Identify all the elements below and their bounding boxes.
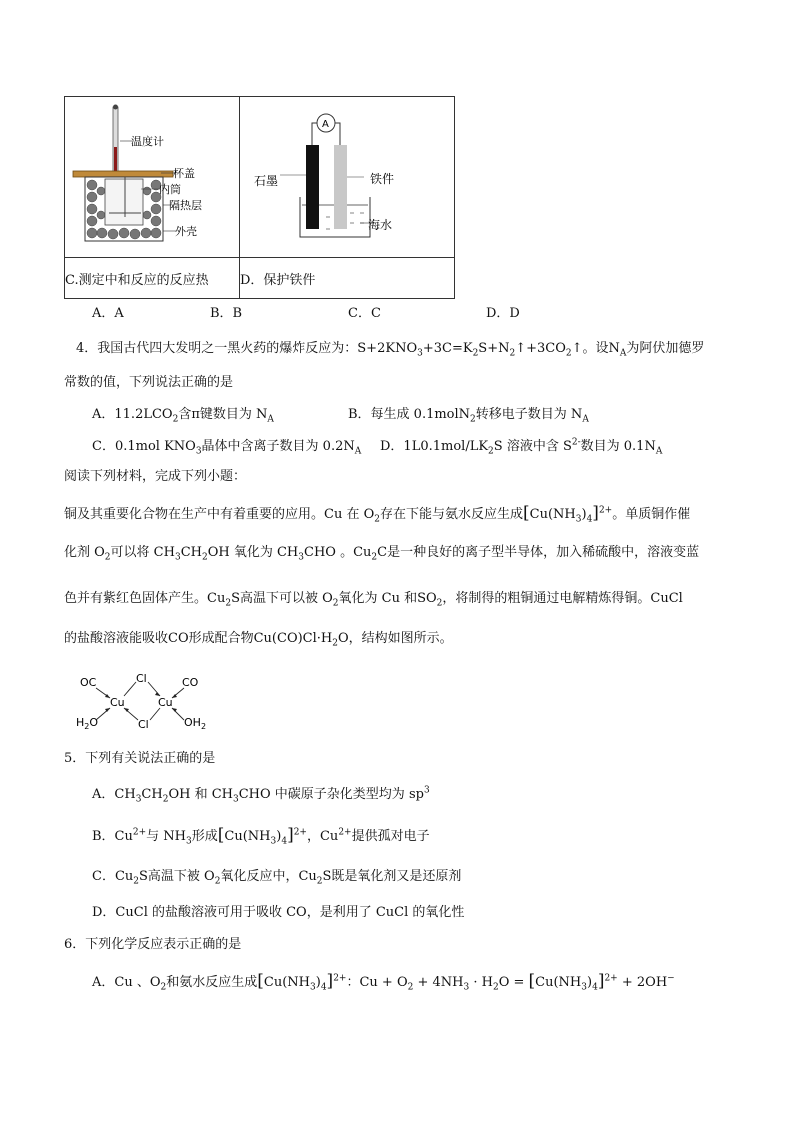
label-inner: 内筒 — [159, 183, 181, 196]
calorimeter-cell — [65, 97, 240, 258]
q5-option-d[interactable]: D．CuCl 的盐酸溶液可用于吸收 CO，是利用了 CuCl 的氧化性 — [92, 905, 465, 920]
label-graphite: 石墨 — [254, 174, 279, 188]
calorimeter-diagram — [65, 97, 239, 253]
q6-stem: 6．下列化学反应表示正确的是 — [64, 937, 242, 952]
structure-diagram — [72, 668, 222, 738]
caption-c: C.测定中和反应的反应热 — [65, 258, 240, 299]
experiment-table — [64, 96, 455, 299]
ligand-co: CO — [182, 676, 199, 689]
cl-bottom: Cl — [138, 718, 149, 731]
label-lid: 杯盖 — [173, 167, 195, 180]
reading-intro: 阅读下列材料，完成下列小题： — [64, 469, 247, 484]
reading-p4: 的盐酸溶液能吸收CO形成配合物$Cu(CO)Cl\cdot H_2O$，结构如图所示。 — [64, 631, 453, 649]
q3-option-a[interactable]: A．A — [92, 306, 124, 321]
ligand-h2o: $H_2O$ — [76, 716, 99, 731]
q6-option-a[interactable]: A．Cu 、$O_2$和氨水反应生成$[Cu(NH_3)_4]^{2+}$：$Cu + O_2 + 4NH_3 \cdot H_2O = [Cu(NH_3)_4]^{2+} + 2OH^-$ — [92, 971, 675, 993]
q3-option-b[interactable]: B．B — [210, 306, 243, 321]
q4-stem: 4．我国古代四大发明之一黑火药的爆炸反应为：$S+2KNO_3+3C=K_2S+N_2↑+3CO_2↑$。设$N_A$为阿伏加德罗 — [76, 341, 705, 359]
label-seawater: 海水 — [368, 218, 393, 232]
cl-top: Cl — [136, 672, 147, 685]
ligand-oh2: $OH_2$ — [184, 716, 207, 731]
caption-d: D．保护铁件 — [240, 258, 455, 299]
label-insulation: 隔热层 — [169, 199, 202, 212]
q3-option-c[interactable]: C．C — [348, 306, 381, 321]
label-shell: 外壳 — [175, 225, 197, 238]
cell-diagram-cell — [240, 97, 455, 258]
ammeter-label: A — [322, 119, 329, 130]
q3-option-d[interactable]: D．D — [486, 306, 520, 321]
q5-stem: 5．下列有关说法正确的是 — [64, 751, 216, 766]
electrochem-diagram — [240, 97, 454, 253]
cu-right: Cu — [158, 696, 173, 709]
reading-p3: 色并有紫红色固体产生。$Cu_2S$高温下可以被 $O_2$氧化为 Cu 和$SO_2$，将制得的粗铜通过电解精炼得铜。CuCl — [64, 591, 683, 609]
q5-option-c[interactable]: C．$Cu_2S$高温下被 $O_2$氧化反应中，$Cu_2S$既是氧化剂又是还原剂 — [92, 869, 462, 887]
q4-option-a[interactable]: A．$11.2LCO_2$含π键数目为 $N_A$ — [92, 407, 274, 425]
q4-option-d[interactable]: D．$1L0.1mol/LK_2S$ 溶液中含 $S^{2-}$数目为 $0.1N_A$ — [380, 437, 663, 457]
q4-stem-line2: 常数的值，下列说法正确的是 — [64, 375, 234, 390]
ligand-oc: OC — [80, 676, 97, 689]
label-thermometer: 温度计 — [131, 135, 164, 148]
reading-p2: 化剂 $O_2$可以将 $CH_3CH_2OH$ 氧化为 $CH_3CHO$ 。$Cu_2C$是一种良好的离子型半导体，加入稀硫酸中，溶液变蓝 — [64, 545, 700, 563]
q4-option-b[interactable]: B．每生成 0.1molN$_2$转移电子数目为 $N_A$ — [348, 407, 589, 425]
q5-option-b[interactable]: B．$Cu^{2+}$与 $NH_3$形成$[Cu(NH_3)_4]^{2+}$，$Cu^{2+}$提供孤对电子 — [92, 825, 430, 847]
q5-option-a[interactable]: A．$CH_3CH_2OH$ 和 $CH_3CHO$ 中碳原子杂化类型均为 $sp^3$ — [92, 785, 430, 805]
q4-option-c[interactable]: C．0.1mol $KNO_3$晶体中含离子数目为 $0.2N_A$ — [92, 439, 362, 457]
cu-left: Cu — [110, 696, 125, 709]
reading-p1: 铜及其重要化合物在生产中有着重要的应用。Cu 在 $O_2$存在下能与氨水反应生成$[Cu(NH_3)_4]^{2+}$。单质铜作催 — [64, 503, 691, 525]
label-iron: 铁件 — [370, 172, 395, 186]
